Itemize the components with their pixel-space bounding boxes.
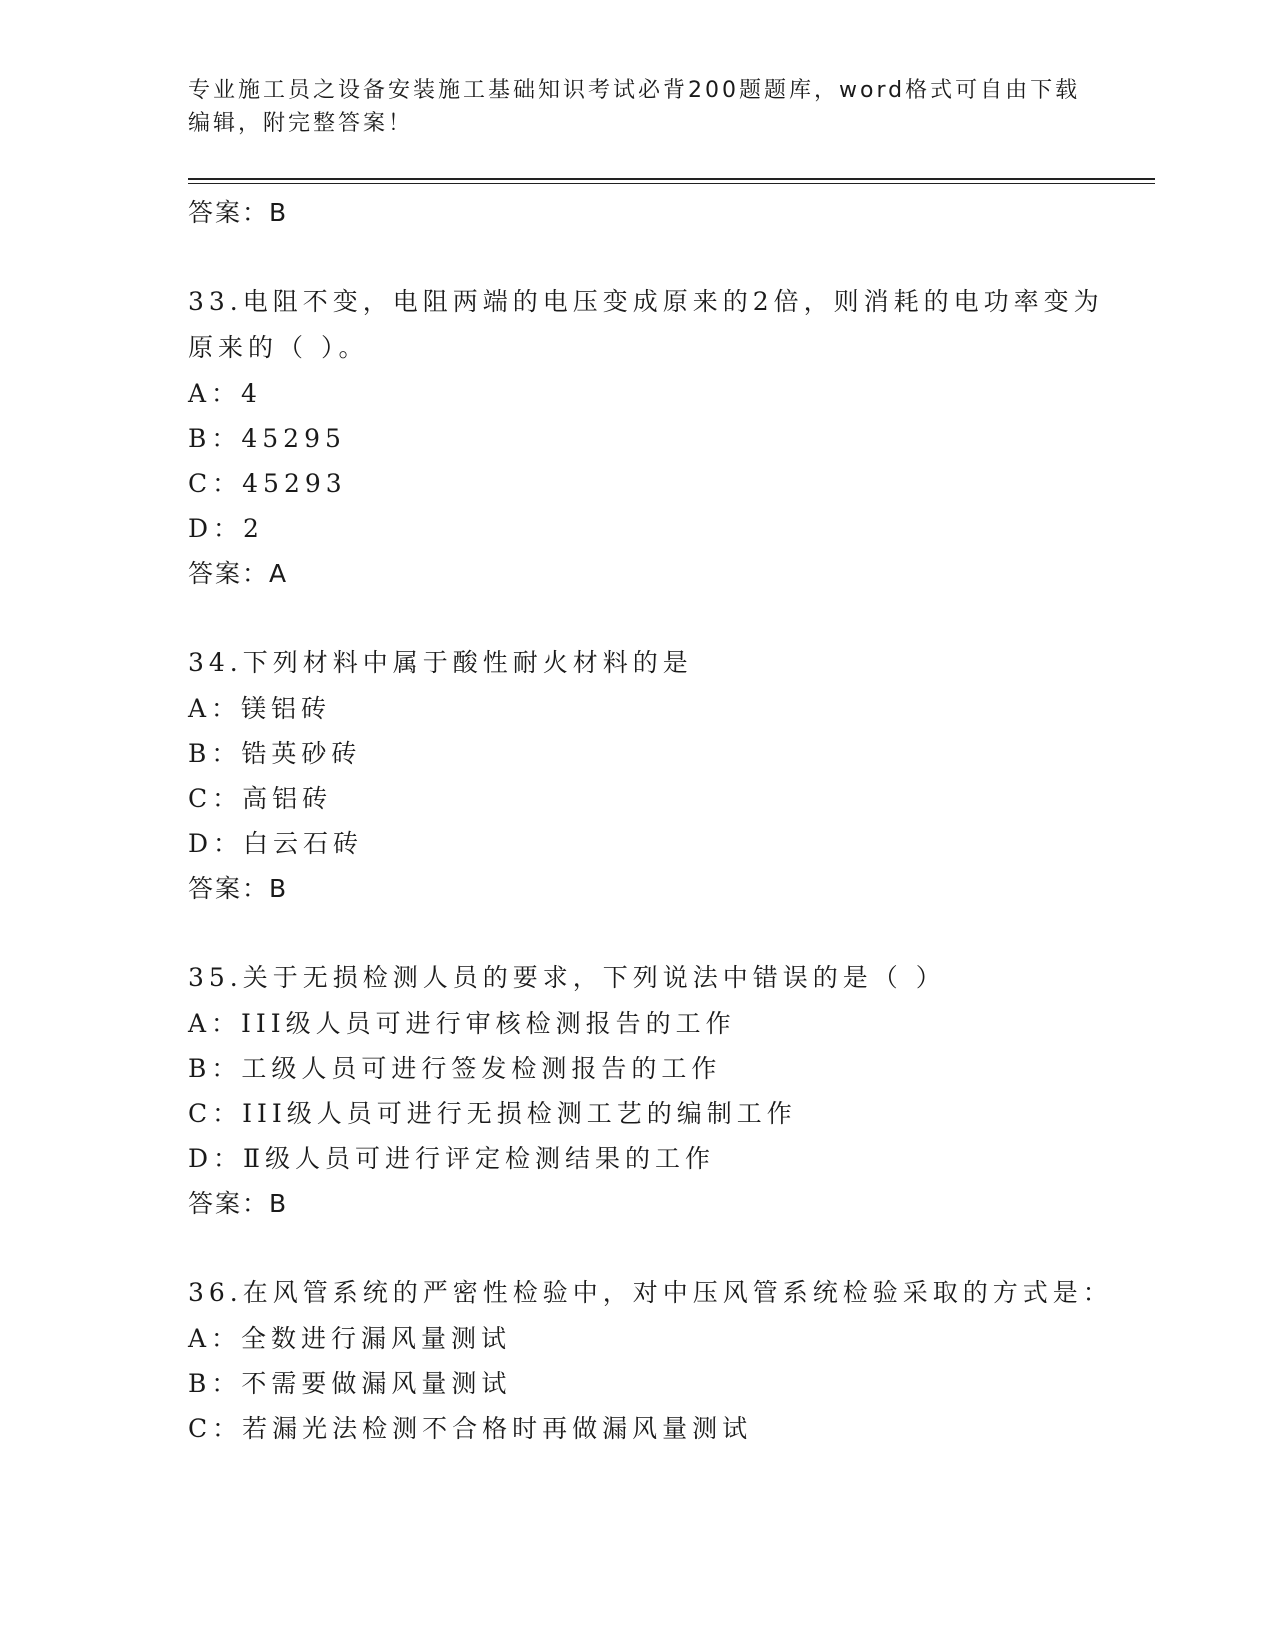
option-a: A：全数进行漏风量测试 (188, 1324, 512, 1353)
option-c: C：45293 (188, 469, 347, 498)
question-36 (188, 1270, 1138, 1451)
question-stem: 34.下列材料中属于酸性耐火材料的是 (188, 648, 693, 677)
option-d: D：2 (188, 514, 264, 543)
option-c: C：III级人员可进行无损检测工艺的编制工作 (188, 1099, 797, 1128)
header-divider-thin (188, 183, 1155, 184)
option-b: B：45295 (188, 424, 346, 453)
answer-label: 答案：A (188, 559, 289, 588)
question-stem: 36.在风管系统的严密性检验中，对中压风管系统检验采取的方式是： (188, 1278, 1113, 1307)
answer-label: 答案：B (188, 874, 289, 903)
option-a: A：4 (188, 379, 262, 408)
option-d: D：白云石砖 (188, 829, 364, 858)
header-line-1: 专业施工员之设备安装施工基础知识考试必背200题题库，word格式可自由下载 (188, 78, 1081, 103)
option-d: D：Ⅱ级人员可进行评定检测结果的工作 (188, 1144, 716, 1173)
question-35 (188, 955, 1138, 1226)
option-a: A：III级人员可进行审核检测报告的工作 (188, 1009, 736, 1038)
answer-label: 答案：B (188, 1189, 289, 1218)
question-stem-continued: 原来的（ ）。 (188, 333, 369, 362)
document-header (188, 74, 1088, 140)
question-stem: 33.电阻不变，电阻两端的电压变成原来的2倍，则消耗的电功率变为 (188, 287, 1104, 316)
option-b: B：锆英砂砖 (188, 739, 362, 768)
option-a: A：镁铝砖 (188, 694, 332, 723)
question-34 (188, 640, 1138, 911)
answer-label: 答案：B (188, 198, 289, 227)
header-divider-thick (188, 178, 1155, 180)
question-list (188, 190, 1138, 1451)
option-c: C：高铝砖 (188, 784, 333, 813)
header-line-2: 编辑，附完整答案！ (188, 111, 414, 136)
option-c: C：若漏光法检测不合格时再做漏风量测试 (188, 1414, 753, 1443)
question-33 (188, 279, 1138, 596)
option-b: B：不需要做漏风量测试 (188, 1369, 512, 1398)
option-b: B：工级人员可进行签发检测报告的工作 (188, 1054, 722, 1083)
question-stem: 35.关于无损检测人员的要求，下列说法中错误的是（ ） (188, 963, 946, 992)
